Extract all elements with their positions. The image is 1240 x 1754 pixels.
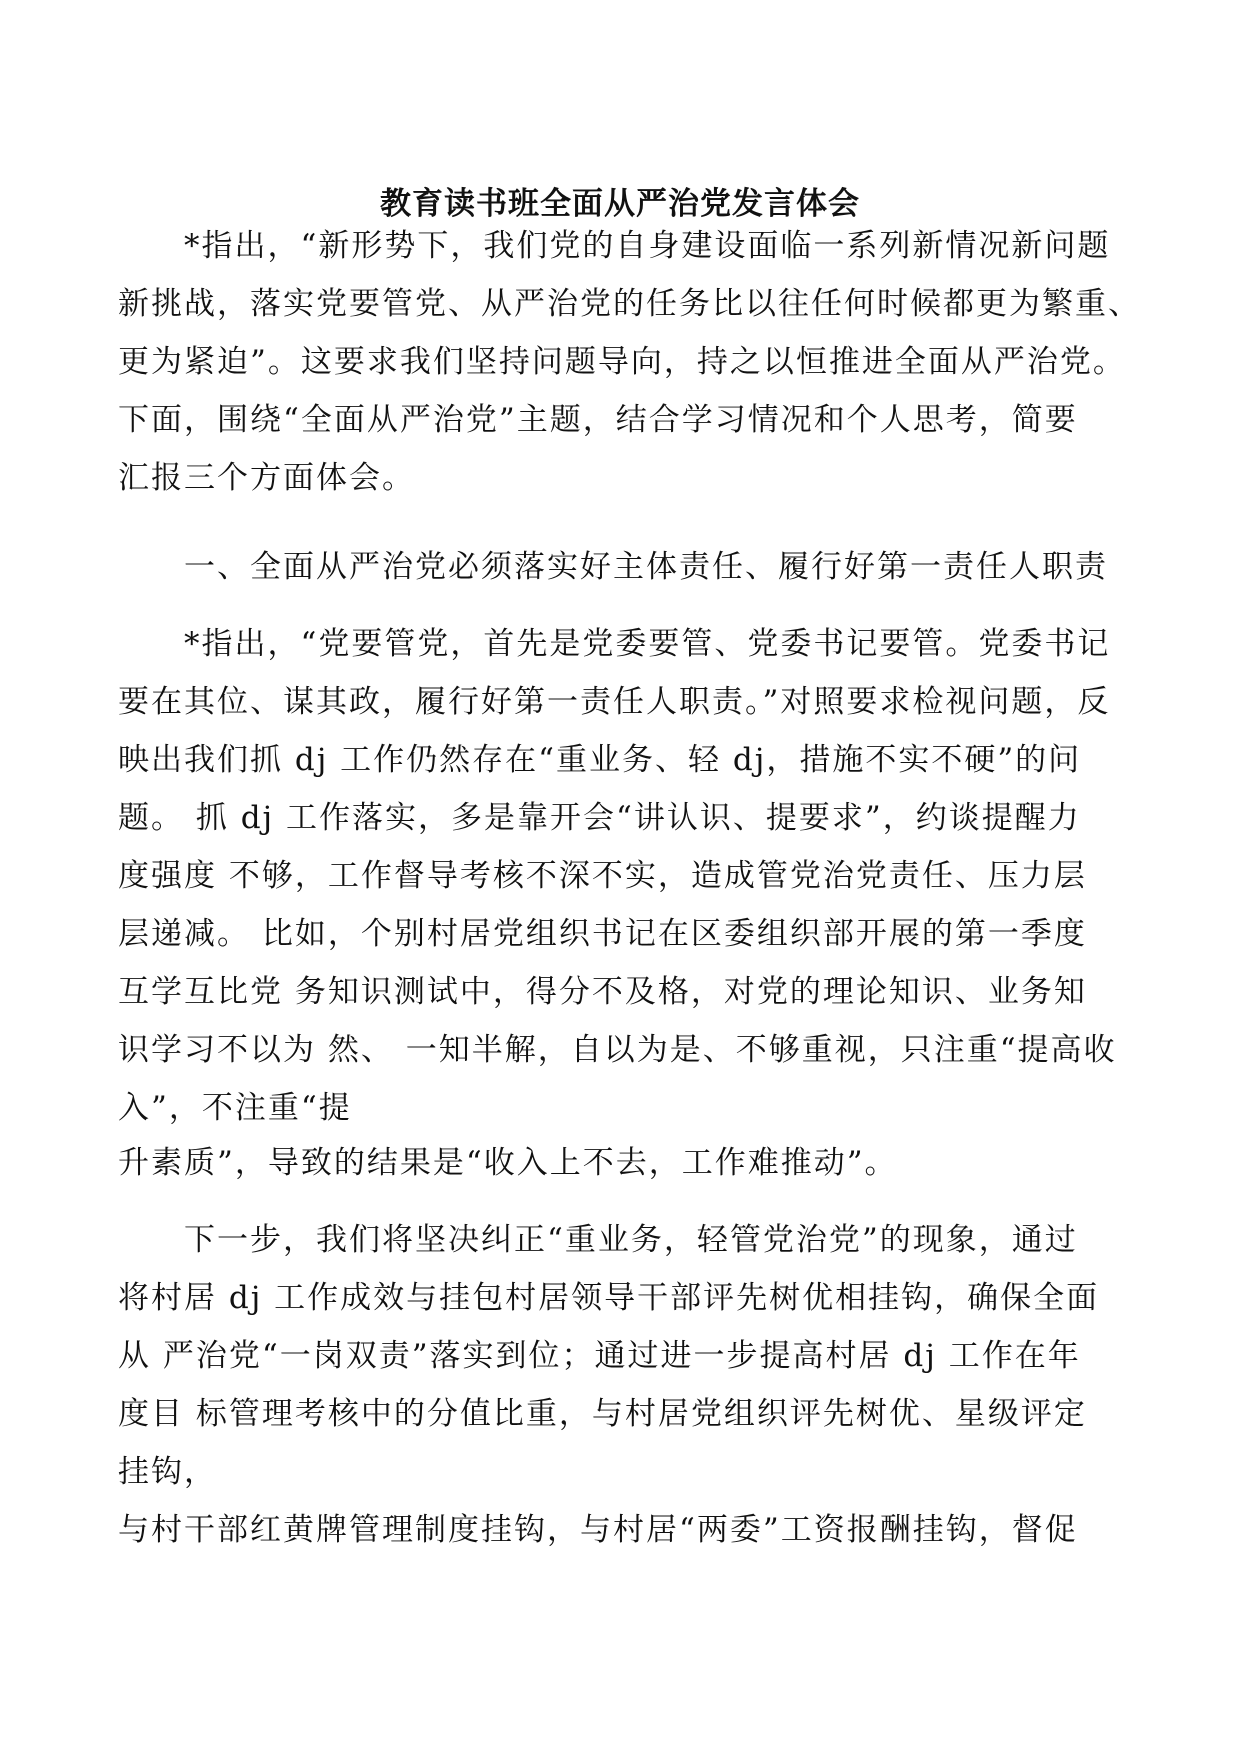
text-line: 下一步，我们将坚决纠正“重业务，轻管党治党”的现象，通过 [184, 1222, 1078, 1258]
text-line: 汇报三个方面体会。 [118, 460, 415, 496]
text-line: 新挑战，落实党要管党、从严治党的任务比以往任何时候都更为繁重、 [118, 286, 1141, 322]
text-line: 要在其位、谋其政，履行好第一责任人职责。”对照要求检视问题，反 [118, 684, 1111, 720]
text-line: 将村居 dj 工作成效与挂包村居领导干部评先树优相挂钩，确保全面 [118, 1280, 1100, 1316]
text-line: 互学互比党 务知识测试中，得分不及格，对党的理论知识、业务知 [118, 974, 1087, 1010]
text-line: 与村干部红黄牌管理制度挂钩，与村居“两委”工资报酬挂钩，督促 [118, 1512, 1078, 1548]
text-line: 题。 抓 dj 工作落实，多是靠开会“讲认识、提要求”，约谈提醒力 [118, 800, 1081, 836]
text-line: *指出，“党要管党，首先是党委要管、党委书记要管。党委书记 [184, 626, 1111, 662]
text-line: 层递减。 比如，个别村居党组织书记在区委组织部开展的第一季度 [118, 916, 1087, 952]
text-line: 从 严治党“一岗双责”落实到位；通过进一步提高村居 dj 工作在年 [118, 1338, 1081, 1374]
section-heading: 一、全面从严治党必须落实好主体责任、履行好第一责任人职责 [184, 549, 1108, 585]
document-title: 教育读书班全面从严治党发言体会 [380, 186, 860, 222]
text-line: 下面，围绕“全面从严治党”主题，结合学习情况和个人思考，简要 [118, 402, 1078, 438]
text-line: 映出我们抓 dj 工作仍然存在“重业务、轻 dj，措施不实不硬”的问 [118, 742, 1082, 778]
text-line: 度强度 不够，工作督导考核不深不实，造成管党治党责任、压力层 [118, 858, 1087, 894]
text-line: 挂钩， [118, 1454, 217, 1490]
text-line: 度目 标管理考核中的分值比重，与村居党组织评先树优、星级评定 [118, 1396, 1087, 1432]
text-line: 入”，不注重“提 [118, 1090, 352, 1126]
text-line: 升素质”，导致的结果是“收入上不去，工作难推动”。 [118, 1145, 898, 1181]
text-line: 识学习不以为 然、 一知半解，自以为是、不够重视，只注重“提高收 [118, 1032, 1117, 1068]
text-line: *指出，“新形势下，我们党的自身建设面临一系列新情况新问题 [184, 228, 1111, 264]
text-line: 更为紧迫”。这要求我们坚持问题导向，持之以恒推进全面从严治党。 [118, 344, 1126, 380]
